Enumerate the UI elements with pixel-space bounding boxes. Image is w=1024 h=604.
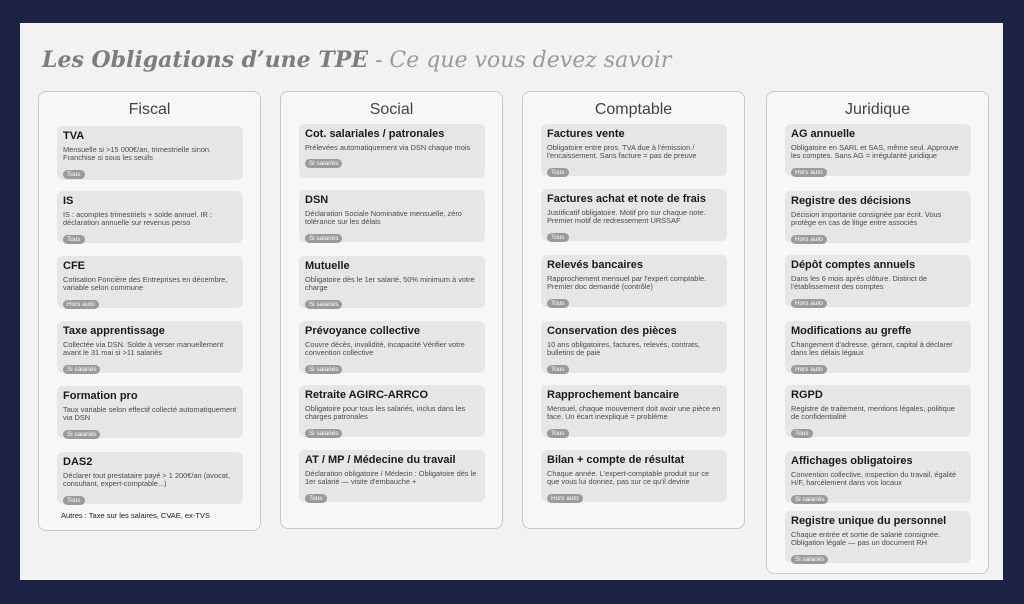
obligation-card [785, 321, 971, 373]
card-title: AG annuelle [791, 128, 856, 140]
card-description: Justificatif obligatoire. Motif pro sur chaque note. Premier motif de redressement URSSAF [547, 208, 706, 226]
column-comptable [522, 91, 745, 529]
card-description: Obligatoire pour tous les salariés, inclus dans les charges patronales [305, 404, 466, 422]
obligation-card [299, 256, 485, 308]
card-description: 10 ans obligatoires, factures, relevés, contrats, bulletins de paie [547, 340, 700, 358]
audience-tag: Tous [63, 235, 85, 244]
card-description: Obligatoire entre pros. TVA due à l'émission / l'encaissement. Sans facture = pas de preuve [547, 143, 697, 161]
audience-tag: Tous [63, 496, 85, 505]
card-description: Taux variable selon effectif collecté automatiquement via DSN [63, 405, 237, 423]
audience-tag: Hors auto [791, 235, 827, 244]
audience-tag: Tous [547, 233, 569, 242]
card-title: AT / MP / Médecine du travail [305, 454, 456, 466]
card-description: Déclaration Sociale Nominative mensuelle, zéro tolérance sur les délais [305, 209, 462, 227]
audience-tag: Tous [547, 299, 569, 308]
card-title: Formation pro [63, 390, 138, 402]
obligation-card [299, 190, 485, 242]
obligation-card [785, 124, 971, 176]
obligation-card [541, 189, 727, 241]
column-fiscal [38, 91, 261, 531]
card-description: Décision importante consignée par écrit. Vous protège en cas de litige entre associés [791, 210, 942, 228]
audience-tag: Si salariés [305, 365, 342, 374]
card-title: IS [63, 195, 74, 207]
card-description: Déclarer tout prestataire payé > 1 200€/an (avocat, consultant, expert-comptable...) [63, 471, 231, 489]
card-description: IS : acomptes trimestriels + solde annuel. IR : déclaration annuelle sur revenus perso [63, 210, 212, 228]
audience-tag: Tous [547, 429, 569, 438]
card-description: Collectée via DSN. Solde à verser manuellement avant le 31 mai si >11 salariés [63, 340, 224, 358]
card-title: Registre unique du personnel [791, 515, 947, 527]
card-title: Rapprochement bancaire [547, 389, 680, 401]
audience-tag: Si salariés [305, 159, 342, 168]
card-title: Relevés bancaires [547, 259, 644, 271]
card-description: Changement d'adresse, gérant, capital à déclarer dans les délais légaux [791, 340, 953, 358]
obligation-card [299, 124, 485, 178]
infographic-sheet [20, 23, 1003, 580]
card-title: DSN [305, 194, 329, 206]
card-title: Registre des décisions [791, 195, 911, 207]
card-title: DAS2 [63, 456, 93, 468]
card-description: Mensuelle si >15 000€/an, trimestrielle sinon. Franchise si sous les seuils [63, 145, 212, 163]
card-description: Déclaration obligatoire / Médecin : Obligatoire dès le 1er salarié — visite d'embauche + [305, 469, 477, 487]
audience-tag: Tous [305, 494, 327, 503]
obligation-card [57, 386, 243, 438]
audience-tag: Si salariés [305, 429, 342, 438]
audience-tag: Tous [791, 429, 813, 438]
audience-tag: Tous [63, 170, 85, 179]
column-juridique [766, 91, 989, 574]
obligation-card [299, 385, 485, 437]
obligation-card [57, 256, 243, 308]
card-title: Cot. salariales / patronales [305, 128, 445, 140]
card-description: Convention collective, inspection du travail, égalité H/F, harcèlement dans vos locaux [791, 470, 957, 488]
audience-tag: Si salariés [791, 555, 828, 564]
obligation-card [541, 321, 727, 373]
audience-tag: Si salariés [63, 365, 100, 374]
card-title: Factures achat et note de frais [547, 193, 706, 205]
card-title: Retraite AGIRC-ARRCO [305, 389, 429, 401]
card-title: Taxe apprentissage [63, 325, 165, 337]
obligation-card [57, 452, 243, 504]
audience-tag: Hors auto [63, 300, 99, 309]
card-description: Registre de traitement, mentions légales, politique de confidentialité [791, 404, 955, 422]
audience-tag: Si salariés [305, 300, 342, 309]
obligation-card [785, 451, 971, 503]
card-description: Mensuel, chaque mouvement doit avoir une pièce en face. Un écart inexpliqué = problème [547, 404, 721, 422]
column-title: Juridique [845, 101, 910, 118]
title-main: Les Obligations d’une TPE [42, 47, 369, 73]
card-title: Affichages obligatoires [791, 455, 913, 467]
obligation-card [785, 191, 971, 243]
card-title: TVA [63, 130, 85, 142]
audience-tag: Hors auto [791, 168, 827, 177]
column-title: Social [369, 101, 414, 118]
obligation-card [57, 321, 243, 373]
card-description: Couvre décès, invalidité, incapacité Vérifier votre convention collective [305, 340, 465, 358]
obligation-card [541, 385, 727, 437]
card-title: Mutuelle [305, 260, 350, 272]
audience-tag: Hors auto [547, 494, 583, 503]
obligation-card [785, 385, 971, 437]
audience-tag: Tous [547, 365, 569, 374]
card-description: Chaque entrée et sortie de salarié consignée. Obligation légale — pas un document RH [791, 530, 941, 548]
card-description: Obligatoire dès le 1er salarié, 50% minimum à votre charge [305, 275, 475, 293]
obligation-card [299, 321, 485, 373]
card-description: Rapprochement mensuel par l'expert comptable. Premier doc demandé (contrôle) [547, 274, 707, 292]
footnote-other-taxes: Autres : Taxe sur les salaires, CVAE, ex-TVS [61, 511, 210, 520]
card-title: CFE [63, 260, 85, 272]
card-title: Dépôt comptes annuels [791, 259, 916, 271]
page-title [42, 47, 671, 73]
audience-tag: Si salariés [63, 430, 100, 439]
card-description: Chaque année. L'expert-comptable produit sur ce que vous lui donnez, pas sur ce qu'il devine [547, 469, 710, 487]
obligation-card [785, 255, 971, 307]
audience-tag: Hors auto [791, 299, 827, 308]
column-title: Fiscal [128, 101, 171, 118]
card-description: Obligatoire en SARL et SAS, même seul. Approuve les comptes. Sans AG = irrégularité juridique [791, 143, 959, 161]
audience-tag: Hors auto [791, 365, 827, 374]
obligation-card [541, 450, 727, 502]
audience-tag: Tous [547, 168, 569, 177]
card-description: Cotisation Foncière des Entreprises en décembre, variable selon commune [63, 275, 228, 293]
column-social [280, 91, 503, 529]
card-title: Bilan + compte de résultat [547, 454, 685, 466]
obligation-card [299, 450, 485, 502]
card-description: Prélevées automatiquement via DSN chaque mois [305, 143, 471, 152]
card-title: Factures vente [547, 128, 625, 140]
card-title: Prévoyance collective [305, 325, 420, 337]
obligation-card [785, 511, 971, 563]
card-title: RGPD [791, 389, 823, 401]
audience-tag: Si salariés [305, 234, 342, 243]
obligation-card [541, 124, 727, 176]
obligation-card [541, 255, 727, 307]
column-title: Comptable [594, 101, 673, 118]
audience-tag: Si salariés [791, 495, 828, 504]
obligation-card [57, 191, 243, 243]
card-title: Modifications au greffe [791, 325, 912, 337]
title-sub: - Ce que vous devez savoir [368, 48, 672, 73]
card-title: Conservation des pièces [547, 325, 677, 337]
card-description: Dans les 6 mois après clôture. Distinct de l'établissement des comptes [791, 274, 927, 292]
obligation-card [57, 126, 243, 180]
